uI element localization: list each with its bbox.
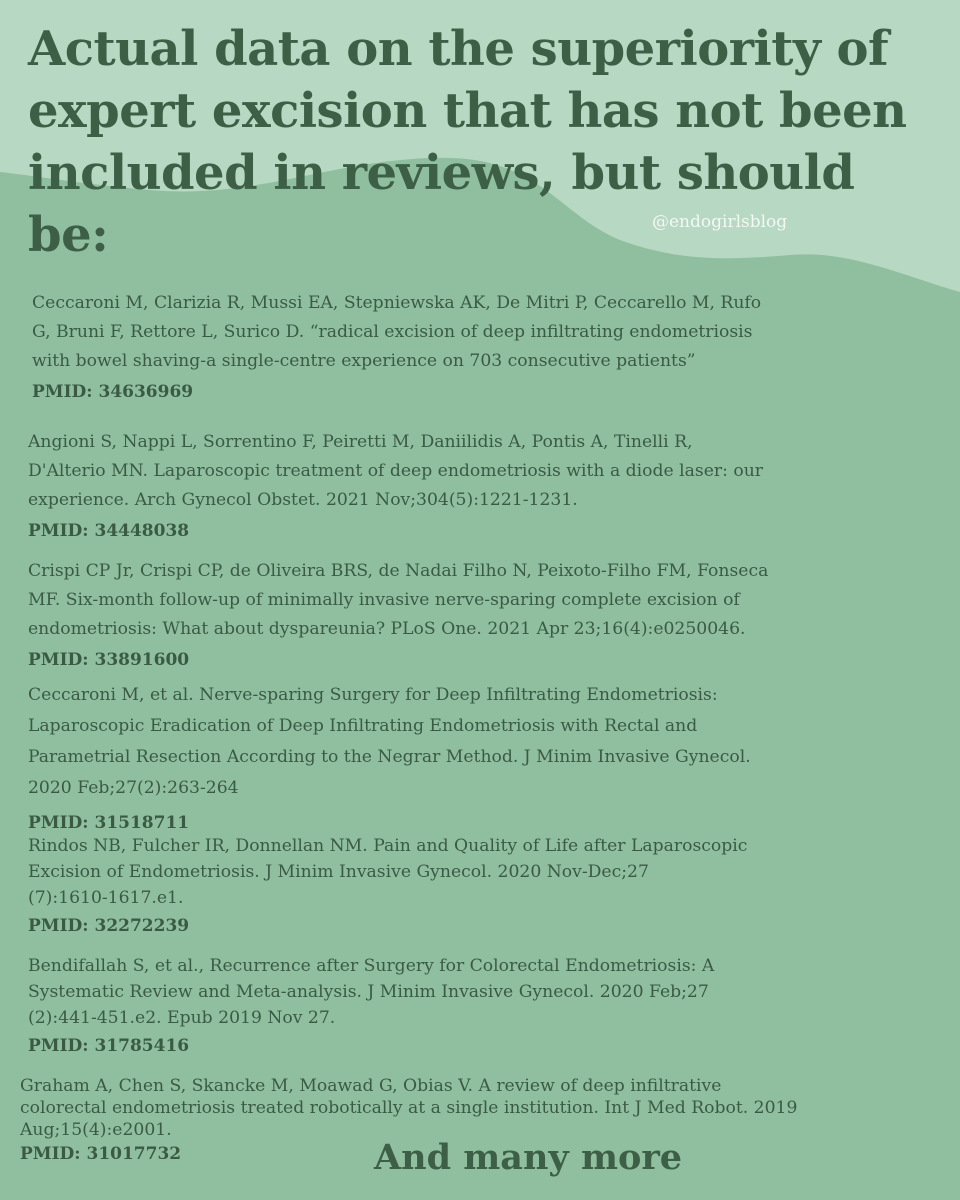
reference-item [28,428,948,546]
reference-text-line: colorectal endometriosis treated robotically at a single institution. Int J Med Robot. 2019 [20,1098,798,1118]
reference-pmid: PMID: 31518711 [28,813,190,833]
reference-text-line: (7):1610-1617.e1. [28,888,184,908]
reference-text-line: MF. Six-month follow-up of minimally invasive nerve-sparing complete excision of [28,590,740,610]
reference-pmid: PMID: 34636969 [32,382,194,402]
reference-text-line: with bowel shaving-a single-centre experience on 703 consecutive patients” [32,351,696,371]
reference-text-line: Excision of Endometriosis. J Minim Invasive Gynecol. 2020 Nov-Dec;27 [28,862,649,882]
reference-text-line: Systematic Review and Meta-analysis. J Minim Invasive Gynecol. 2020 Feb;27 [28,982,709,1002]
reference-text-line: Laparoscopic Eradication of Deep Infiltrating Endometriosis with Rectal and [28,716,698,736]
reference-item [28,557,948,675]
reference-text-line: Ceccaroni M, et al. Nerve-sparing Surgery for Deep Infiltrating Endometriosis: [28,685,718,705]
title-line: included in reviews, but should be: [28,145,855,263]
author-handle: @endogirlsblog [652,212,788,232]
page-title [28,18,948,266]
reference-pmid: PMID: 31785416 [28,1036,190,1056]
reference-text-line: Ceccaroni M, Clarizia R, Mussi EA, Stepniewska AK, De Mitri P, Ceccarello M, Rufo [32,293,762,313]
reference-text-line: endometriosis: What about dyspareunia? PLoS One. 2021 Apr 23;16(4):e0250046. [28,619,746,639]
reference-item [28,833,948,939]
title-line: Actual data on the superiority of [28,21,889,77]
reference-item [32,289,952,407]
reference-text-line: Bendifallah S, et al., Recurrence after Surgery for Colorectal Endometriosis: A [28,956,715,976]
closing-text: And many more [374,1137,683,1178]
reference-pmid: PMID: 34448038 [28,521,190,541]
reference-text-line: 2020 Feb;27(2):263-264 [28,778,239,798]
reference-text-line: Aug;15(4):e2001. [20,1120,172,1140]
title-line: expert excision that has not been [28,83,907,139]
reference-text-line: (2):441-451.e2. Epub 2019 Nov 27. [28,1008,336,1028]
reference-text-line: Parametrial Resection According to the Negrar Method. J Minim Invasive Gynecol. [28,747,751,767]
reference-pmid: PMID: 32272239 [28,916,190,936]
reference-pmid: PMID: 31017732 [20,1144,182,1164]
reference-text-line: D'Alterio MN. Laparoscopic treatment of deep endometriosis with a diode laser: our [28,461,763,481]
reference-item [28,680,948,839]
reference-text-line: Graham A, Chen S, Skancke M, Moawad G, Obias V. A review of deep infiltrative [20,1076,722,1096]
reference-text-line: G, Bruni F, Rettore L, Surico D. “radical excision of deep infiltrating endometriosis [32,322,753,342]
reference-text-line: Angioni S, Nappi L, Sorrentino F, Peiretti M, Daniilidis A, Pontis A, Tinelli R, [28,432,693,452]
reference-text-line: Rindos NB, Fulcher IR, Donnellan NM. Pain and Quality of Life after Laparoscopic [28,836,748,856]
reference-text-line: Crispi CP Jr, Crispi CP, de Oliveira BRS, de Nadai Filho N, Peixoto-Filho FM, Fonseca [28,561,769,581]
reference-text-line: experience. Arch Gynecol Obstet. 2021 Nov;304(5):1221-1231. [28,490,578,510]
reference-item [28,953,948,1059]
reference-pmid: PMID: 33891600 [28,650,190,670]
